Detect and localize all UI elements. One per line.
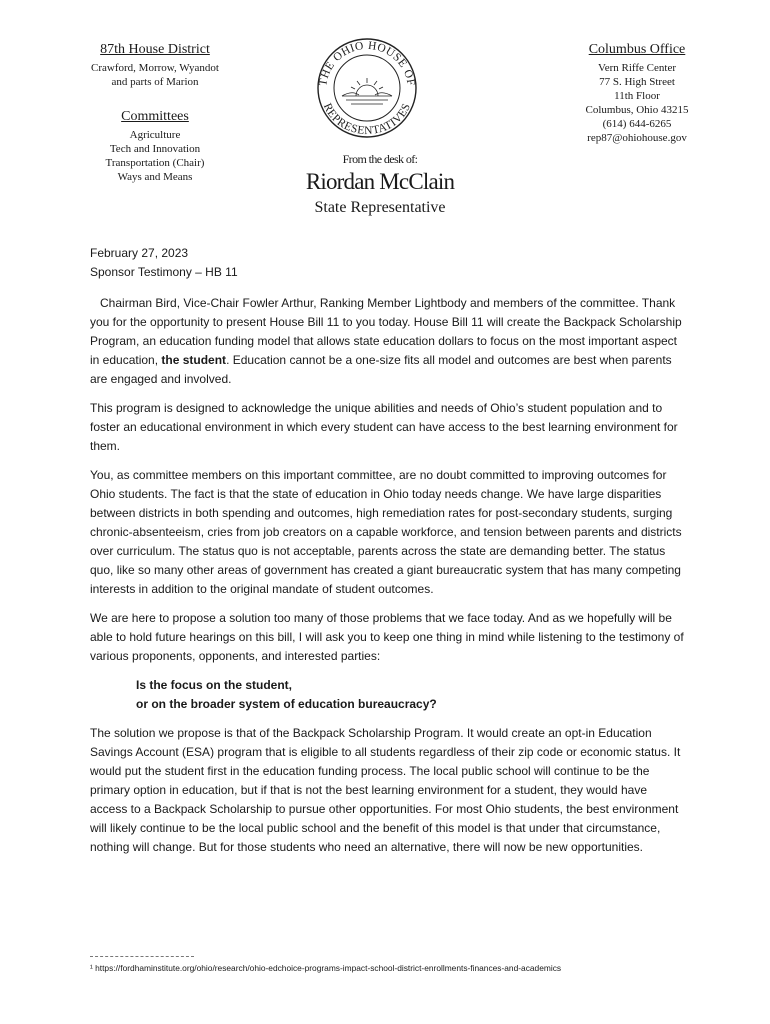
representative-name: Riordan McClain: [305, 169, 455, 194]
committee-item: Ways and Means: [117, 171, 193, 183]
representative-role: State Representative: [314, 199, 446, 216]
testimony-subject: Sponsor Testimony – HB 11: [90, 265, 238, 279]
desk-block: [300, 152, 460, 217]
paragraph-2: This program is designed to acknowledge the unique abilities and needs of Ohio’s student population and to foster an educational environment in which every student can have access to the best learning environment for them.: [90, 401, 678, 453]
footnote: [90, 963, 561, 973]
paragraph-1-text-b: . Education cannot be a one-size fits all model and outcomes are best when parents are engaged and involved.: [90, 353, 672, 386]
key-question: [136, 676, 684, 714]
footnote-divider: [90, 956, 194, 957]
paragraph-4: We are here to propose a solution too many of those problems that we face today. And as we hopefully will be able to hold future hearings on this bill, I will ask you to keep one thing in mind while listening to the testimony of various proponents, opponents, and interested parties:: [90, 611, 684, 663]
desk-from-label: From the desk of:: [342, 152, 418, 166]
ohio-house-seal-icon: [296, 34, 438, 138]
seal-bottom-text: REPRESENTATIVES: [320, 101, 414, 138]
office-phone: (614) 644-6265: [602, 118, 672, 130]
committee-item: Agriculture: [129, 129, 181, 141]
testimony-body: [90, 244, 684, 867]
key-question-line-2: or on the broader system of education bureaucracy?: [136, 697, 437, 711]
office-street: 77 S. High Street: [599, 76, 675, 88]
office-floor: 11th Floor: [614, 90, 660, 102]
district-counties: Crawford, Morrow, Wyandot: [91, 62, 219, 74]
office-title: Columbus Office: [588, 42, 686, 57]
footnote-marker: ¹: [90, 963, 93, 973]
committee-item: Transportation (Chair): [105, 157, 205, 169]
district-counties-cont: and parts of Marion: [111, 76, 199, 88]
committee-item: Tech and Innovation: [109, 143, 201, 155]
footnote-link[interactable]: https://fordhaminstitute.org/ohio/research/ohio-edchoice-programs-impact-school-district-enrollments-finances-and-academics: [95, 963, 562, 973]
seal-top-text: THE OHIO HOUSE OF: [317, 39, 417, 87]
office-email: rep87@ohiohouse.gov: [587, 132, 687, 144]
office-city: Columbus, Ohio 43215: [585, 104, 689, 116]
office-building: Vern Riffe Center: [598, 62, 676, 74]
key-question-line-1: Is the focus on the student,: [136, 678, 293, 692]
testimony-date: February 27, 2023: [90, 246, 189, 260]
paragraph-1: [90, 294, 684, 389]
paragraph-1-emphasis: the student: [161, 353, 227, 367]
paragraph-3: You, as committee members on this important committee, are no doubt committed to improving outcomes for Ohio students. The fact is that the state of education in Ohio today needs change. We have large disparities between districts in both spending and outcomes, high remediation rates for post-secondary students, surging chronic-absenteeism, cries from job creators on a capable workforce, and tension between parents and districts over curriculum. The status quo is not acceptable, parents across the state are demanding better. The status quo, like so many other areas of government has created a giant bureaucratic system that has many competing interests in addition to the original mandate of student outcomes.: [90, 468, 682, 596]
district-block: [60, 42, 250, 184]
office-block: [552, 42, 722, 145]
paragraph-5: The solution we propose is that of the Backpack Scholarship Program. It would create an opt-in Education Savings Account (ESA) program that is eligible to all students regardless of their zip code or economic status. It would put the student first in the education funding process. The local public school will continue to be the primary option in education, but if that is not the best learning environment for a student, they would have access to a Backpack Scholarship to pursue other opportunities. For most Ohio students, the best environment will likely continue to be the local public school and the benefit of this model is that under that circumstance, nothing will change. But for those students who need an alternative, there will now be new opportunities.: [90, 726, 681, 854]
committees-title: Committees: [121, 109, 189, 124]
paragraph-1-text-a: Chairman Bird, Vice-Chair Fowler Arthur, Ranking Member Lightbody and members of the committee. Thank you for the opportunity to present House Bill 11 to you today. House Bill 11 will create the Backpack Scholarship Program, an education funding model that allows state education dollars to focus on the most important aspect in education,: [90, 296, 682, 367]
svg-text:REPRESENTATIVES: [321, 102, 413, 138]
district-title: 87th House District: [100, 42, 210, 57]
